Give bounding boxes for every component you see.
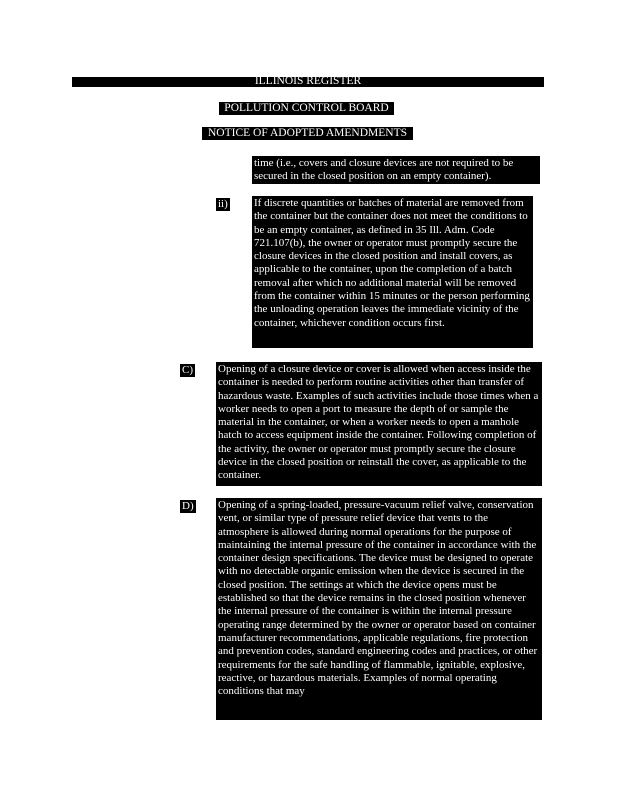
item-D-paragraph: Opening of a spring-loaded, pressure-vacuum relief valve, conservation vent, or similar type of pressure relief device that vents to the atmosphere is allowed during normal operations for the purpose of maintaining the internal pressure of the container in accordance with the container design specifications. The device must be designed to operate with no detectable organic emission when the device is secured in the closed position. The settings at which the device opens must be established so that the device remains in the closed position whenever the internal pressure of the container is within the internal pressure operating range determined by the owner or operator based on container manufacturer recommendations, applicable regulations, fire protection and prevention codes, standard engineering codes and practices, or other requirements for the safe handling of flammable, ignitable, explosive, reactive, or hazardous materials. Examples of normal operating conditions that may [216, 498, 542, 720]
register-title: ILLINOIS REGISTER [254, 75, 362, 87]
page-marker: ____ [450, 80, 466, 89]
notice-title: NOTICE OF ADOPTED AMENDMENTS [202, 127, 413, 140]
item-ii-paragraph: If discrete quantities or batches of material are removed from the container but the container does not meet the conditions to be an empty container, as defined in 35 Ill. Adm. Code 721.107(b), the owner or operator must promptly secure the closure devices in the closed position and install covers, as applicable to the container, upon the completion of a batch removal after which no additional material will be removed from the container within 15 minutes or the person performing the unloading operation leaves the immediate vicinity of the container, whichever condition occurs first. [252, 196, 533, 348]
continued-paragraph: time (i.e., covers and closure devices are not required to be secured in the closed position on an empty container). [252, 156, 540, 184]
item-C-label: C) [182, 364, 193, 376]
item-D-label: D) [182, 500, 194, 512]
item-C-paragraph: Opening of a closure device or cover is allowed when access inside the container is needed to perform routine activities other than transfer of hazardous waste. Examples of such activities include those times when a worker needs to open a port to measure the depth of or sample the material in the container, or when a worker needs to open a manhole hatch to access equipment inside the container. Following completion of the activity, the owner or operator must promptly secure the closure device in the closed position or reinstall the cover, as applicable to the container. [216, 362, 542, 486]
item-ii-label: ii) [218, 198, 228, 210]
board-title: POLLUTION CONTROL BOARD [219, 102, 394, 115]
